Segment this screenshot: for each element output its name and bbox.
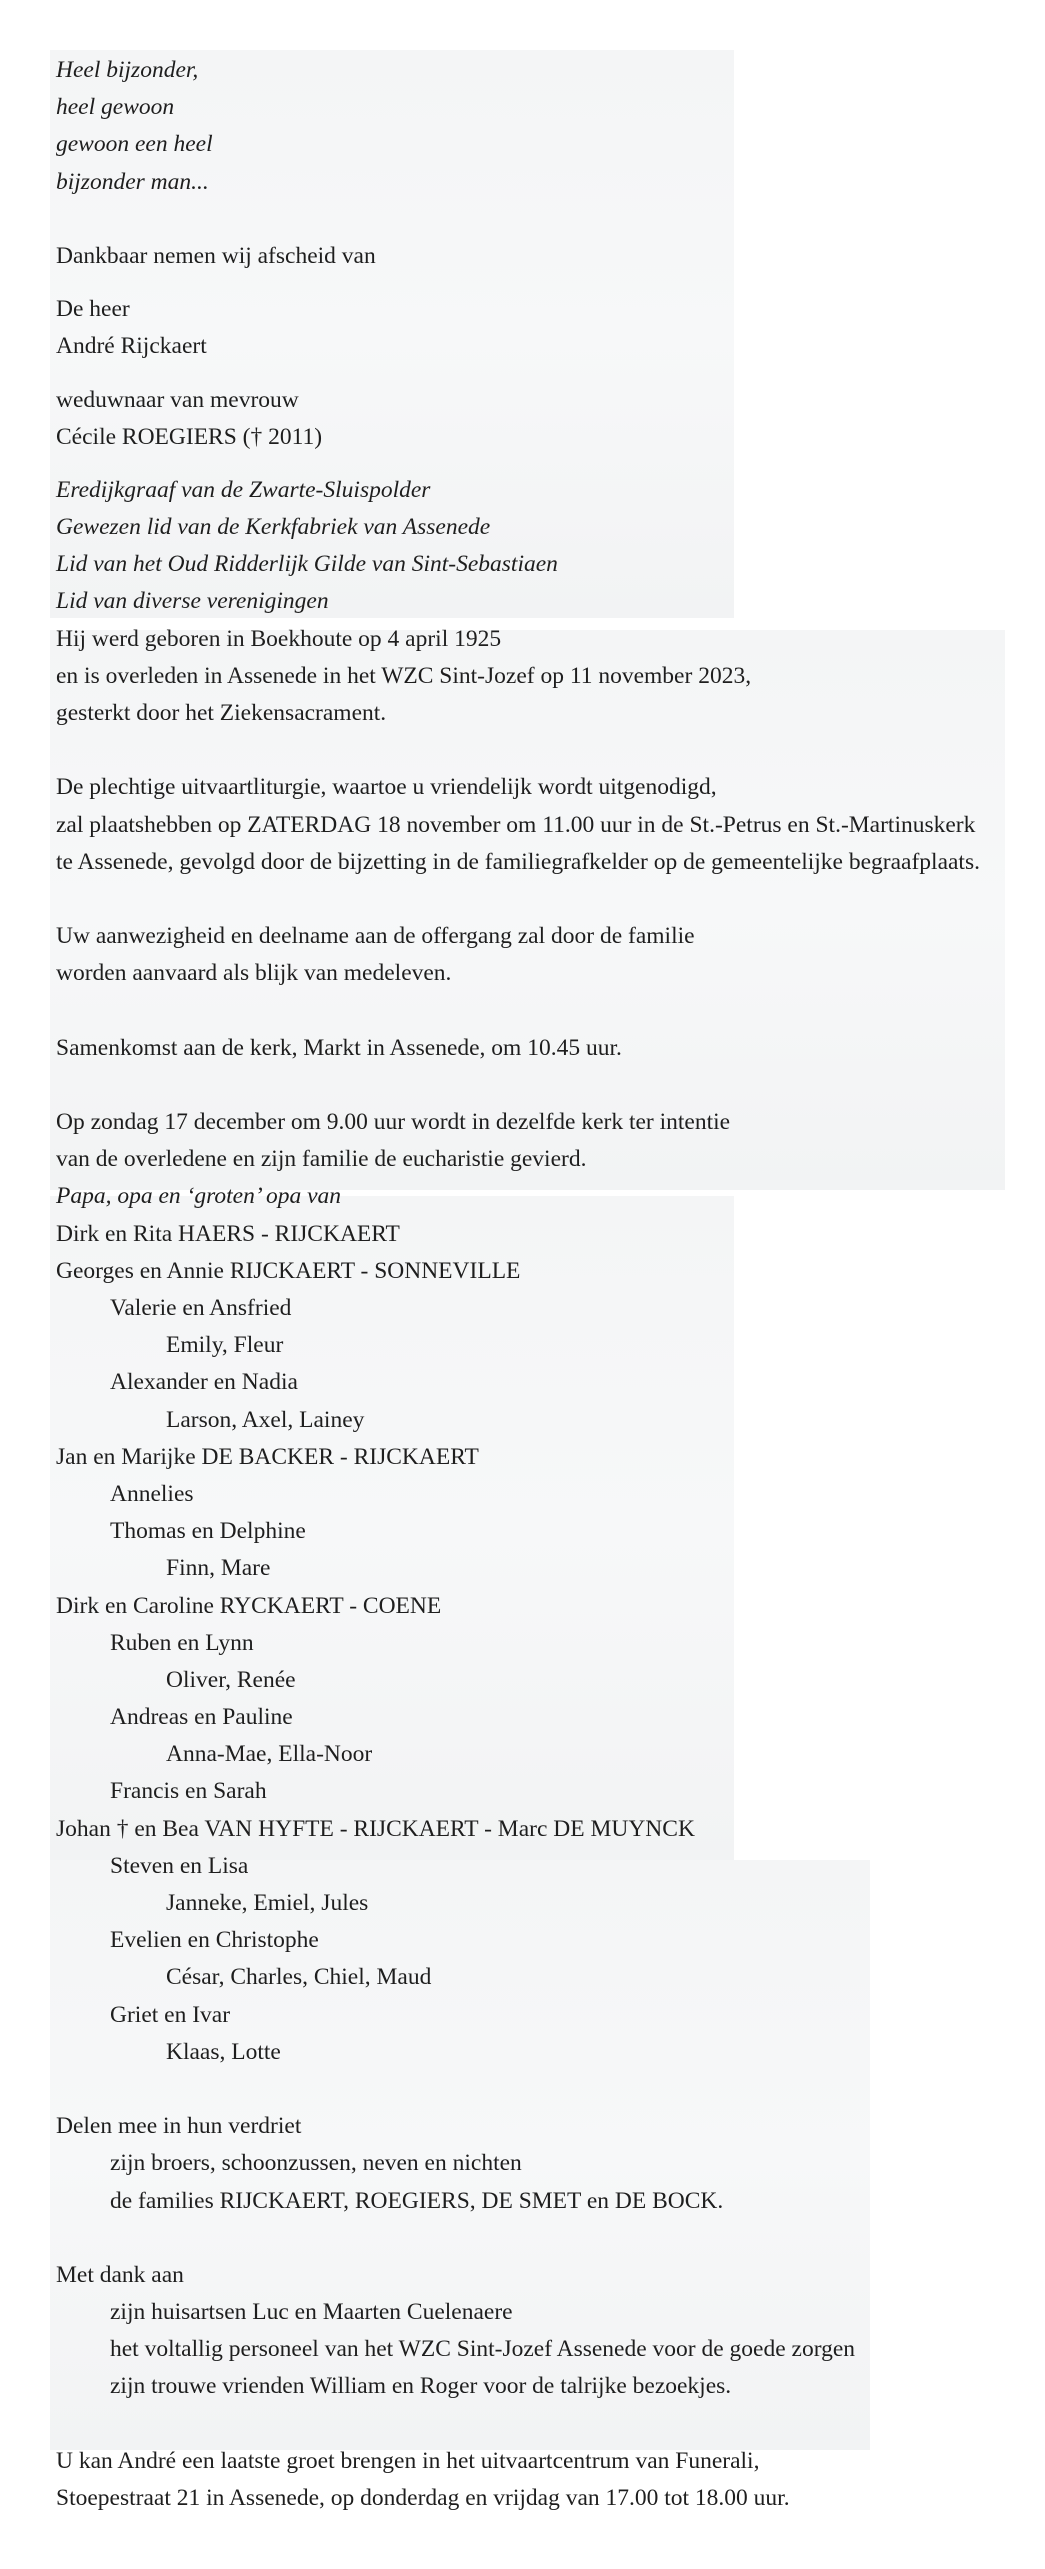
thanks-section (56, 2257, 1016, 2406)
family-member: Johan † en Bea VAN HYFTE - RIJCKAERT - Marc DE MUYNCK (56, 1815, 695, 1842)
family-member: Steven en Lisa (110, 1852, 249, 1879)
family-member: Klaas, Lotte (166, 2038, 281, 2065)
family-member: Georges en Annie RIJCKAERT - SONNEVILLE (56, 1257, 521, 1284)
family-member: Oliver, Renée (166, 1666, 296, 1693)
paragraph-line: zal plaatshebben op ZATERDAG 18 november om 11.00 uur in de St.-Petrus en St.-Martinuskerk (56, 811, 976, 838)
paragraph-line: gesterkt door het Ziekensacrament. (56, 700, 387, 726)
family-member: Annelies (110, 1480, 194, 1507)
meeting-paragraph: Samenkomst aan de kerk, Markt in Assenede, om 10.45 uur. (56, 1034, 622, 1061)
poem (56, 52, 1016, 201)
family-member: Janneke, Emiel, Jules (166, 1890, 369, 1916)
birth-death-paragraph (56, 621, 1016, 733)
family-member: Griet en Ivar (110, 2001, 231, 2028)
widower-label: weduwnaar van mevrouw (56, 386, 299, 413)
paragraph-line: Op zondag 17 december om 9.00 uur wordt in dezelfde kerk ter intentie (56, 1109, 731, 1136)
thanks-line: het voltallig personeel van het WZC Sint-Jozef Assenede voor de goede zorgen (110, 2336, 856, 2363)
family-member: Emily, Fleur (166, 1332, 284, 1359)
role-item: Gewezen lid van de Kerkfabriek van Assenede (56, 514, 491, 541)
paragraph-line: U kan André een laatste groet brengen in het uitvaartcentrum van Funerali, (56, 2447, 760, 2474)
sorrow-section (56, 2108, 1016, 2220)
thanks-line: zijn trouwe vrienden William en Roger voor de talrijke bezoekjes. (110, 2373, 732, 2400)
role-item: Lid van diverse verenigingen (56, 588, 329, 615)
offering-paragraph (56, 918, 1016, 992)
poem-line: bijzonder man... (56, 168, 209, 195)
family-member: Evelien en Christophe (110, 1927, 319, 1954)
role-item: Lid van het Oud Ridderlijk Gilde van Sint-Sebastiaen (56, 551, 558, 578)
thanks-heading: Met dank aan (56, 2261, 184, 2288)
poem-line: Heel bijzonder, (56, 57, 199, 83)
paragraph-line: worden aanvaard als blijk van medeleven. (56, 960, 452, 987)
family-member: Anna-Mae, Ella-Noor (166, 1741, 373, 1768)
paragraph-line: De plechtige uitvaartliturgie, waartoe u vriendelijk wordt uitgenodigd, (56, 774, 717, 801)
poem-line: gewoon een heel (56, 131, 213, 158)
thanks-line: zijn huisartsen Luc en Maarten Cuelenaere (110, 2299, 513, 2326)
deceased-title: De heer (56, 296, 130, 323)
family-member: Larson, Axel, Lainey (166, 1406, 365, 1433)
intro-text: Dankbaar nemen wij afscheid van (56, 242, 376, 269)
family-heading: Papa, opa en ‘groten’ opa van (56, 1183, 341, 1210)
funeral-paragraph (56, 769, 1016, 881)
sorrow-line: zijn broers, schoonzussen, neven en nichten (110, 2150, 522, 2177)
obituary-document (56, 52, 1016, 2517)
family-member: Finn, Mare (166, 1555, 271, 1582)
family-member: Dirk en Rita HAERS - RIJCKAERT (56, 1220, 400, 1247)
family-member: Thomas en Delphine (110, 1518, 306, 1545)
mass-paragraph (56, 1104, 1016, 1178)
paragraph-line: en is overleden in Assenede in het WZC Sint-Jozef op 11 november 2023, (56, 662, 752, 689)
roles-list (56, 472, 1016, 621)
family-member: Francis en Sarah (110, 1778, 267, 1805)
family-member: Alexander en Nadia (110, 1369, 298, 1396)
role-item: Eredijkgraaf van de Zwarte-Sluispolder (56, 476, 431, 503)
deceased-name: André Rijckaert (56, 333, 207, 360)
visit-paragraph (56, 2443, 1016, 2517)
family-member: Dirk en Caroline RYCKAERT - COENE (56, 1592, 442, 1619)
family-member: Jan en Marijke DE BACKER - RIJCKAERT (56, 1443, 479, 1470)
family-member: Andreas en Pauline (110, 1704, 293, 1731)
family-member: Ruben en Lynn (110, 1629, 254, 1656)
paragraph-line: Hij werd geboren in Boekhoute op 4 april 1925 (56, 625, 502, 652)
paragraph-line: Uw aanwezigheid en deelname aan de offergang zal door de familie (56, 923, 695, 950)
family-member: Valerie en Ansfried (110, 1295, 292, 1321)
family-section (56, 1178, 1016, 2071)
paragraph-line: van de overledene en zijn familie de eucharistie gevierd. (56, 1146, 587, 1173)
spouse-name: Cécile ROEGIERS († 2011) (56, 423, 323, 450)
family-member: César, Charles, Chiel, Maud (166, 1964, 432, 1991)
paragraph-line: Stoepestraat 21 in Assenede, op donderdag en vrijdag van 17.00 tot 18.00 uur. (56, 2485, 790, 2511)
paragraph-line: te Assenede, gevolgd door de bijzetting in de familiegrafkelder op de gemeentelijke begraafplaats. (56, 848, 980, 875)
sorrow-heading: Delen mee in hun verdriet (56, 2113, 302, 2140)
sorrow-line: de families RIJCKAERT, ROEGIERS, DE SMET en DE BOCK. (110, 2187, 724, 2214)
poem-line: heel gewoon (56, 94, 175, 121)
